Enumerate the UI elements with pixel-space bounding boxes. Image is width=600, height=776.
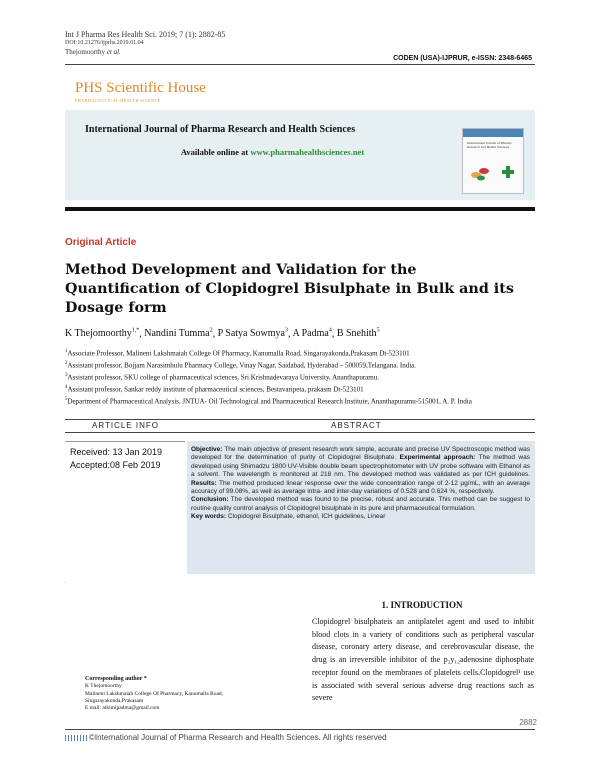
running-author (65, 48, 225, 57)
affiliation: $^2$Assistant professor, Bojjam Narasimhulu Pharmacy College, Vinay Nagar, Saidabad, Hyderabad – 500059,Telangana. India. (65, 361, 417, 370)
author: K Thejomoorthy$^{1,*}$ (65, 328, 140, 340)
cover-header-strip (463, 129, 523, 137)
article-dates (70, 446, 162, 472)
conclusion-label: Conclusion: (191, 496, 229, 504)
pills-icon (469, 163, 493, 183)
running-author-name: Thejomoorthy (65, 48, 106, 56)
results-label: Results: (191, 479, 217, 487)
publisher-name: PHS Scientific House (75, 80, 206, 96)
author: Nandini Tumma$^2$ (144, 328, 213, 340)
running-author-etal: et al. (106, 48, 121, 56)
journal-cover-thumbnail (462, 128, 524, 194)
journal-logo-icon (65, 735, 87, 741)
doi[interactable]: DOI:10.21276/ijprhs.2019.01.04 (65, 40, 144, 46)
approach-text: The method was developed using Shimadzu 1800 UV-Visible double beam spectrophotometer with UV probe software with Ethanol as a solvent. The wavelength is monitored at 218 nm. The developed method was validated as per ICH guidelines. (191, 454, 530, 479)
received-date: Received: 13 Jan 2019 (70, 447, 163, 457)
banner-rule (65, 207, 535, 211)
accepted-date: Accepted:08 Feb 2019 (70, 460, 161, 470)
footer (65, 733, 535, 742)
corresponding-line: K Thejomoorthy (85, 683, 122, 690)
copyright-text: ©International Journal of Pharma Research and Health Sciences. All rights reserved (89, 733, 387, 742)
abstract-heading: ABSTRACT (331, 421, 382, 430)
section-rule (65, 419, 535, 420)
approach-label: Experimental approach: (399, 454, 476, 462)
author: B Snehith$^5$ (336, 328, 380, 340)
corresponding-email[interactable]: E mail: alkimipadma@gmail.com (85, 705, 160, 712)
article-info-heading: ARTICLE INFO (92, 421, 159, 430)
introduction-text: Clopidogrel bisulphateis an antiplatelet agent and used to inhibit blood clots in a variety of conditions such as peripheral vascular disease, coronary artery disease, and cerebrovascular disease, the drug is an irreversible inhibitor of the p₂y₁₂adenosine diphosphate receptor found on the membranes of platelets cells.Clopidogrel¹ use is associated with several serious adverse drug reactions such as severe (312, 617, 534, 703)
journal-title: International Journal of Pharma Research and Health Sciences (85, 124, 356, 135)
objective-text: The main objective of present research work simple, accurate and precise UV Spectroscopic method was developed for the determination of purity of Clopidogrel Bisulphate. (191, 446, 530, 462)
objective-label: Objective: (191, 446, 223, 453)
affiliation: $^4$Assistant professor, Sankar reddy institute of pharmaceutical sciences, Bestavaripeta, prakasm Dt-523101 (65, 385, 364, 394)
paper-title: Method Development and Validation for the Quantification of Clopidogrel Bisulphate in Bulk and its Dosage form (65, 262, 514, 316)
affiliation: $^5$Department of Pharmaceutical Analysis, JNTUA- Oil Technological and Pharmaceutical Research Institute, Ananthapuramu-515001, A. P. India (65, 397, 472, 406)
corresponding-author (85, 676, 223, 712)
affiliation: $^3$Assistant professor, SKU college of pharmaceutical sciences, Sri Krishnadevaraya University, Ananthapuramu. (65, 373, 379, 382)
publisher-sub: PHARMACEUTICAL HEALTH SCIENCE (75, 98, 161, 103)
running-header (65, 30, 225, 57)
header-rule (65, 64, 535, 65)
corresponding-line: Malineni Lakshmaiah College Of Pharmacy, Kanumalla Road, (85, 690, 224, 697)
cover-text: International Journal of Pharma Research and Health Sciences (467, 141, 512, 149)
article-type: Original Article (65, 237, 137, 248)
results-text: The method produced linear response over the wide concentration range of 2-12 µg/mL, with an average accuracy of 99.08%, as well as average intra- and inter-day variations of 0.528 and 0.624 %, respectively. (191, 479, 530, 496)
keywords-text: Clopidogrel Bisulphate, ethanol, ICH guidelines, Linear (226, 513, 386, 521)
available-online (85, 147, 460, 157)
corresponding-line: Singarayakonda,Prakasam (85, 697, 144, 704)
page-number: 2882 (519, 718, 537, 727)
journal-citation: Int J Pharma Res Health Sci. 2019; 7 (1): 2882-85 (65, 30, 226, 39)
keywords-label: Key words: (191, 513, 227, 521)
author: A Padma$^4$ (292, 328, 332, 340)
footer-rule (65, 729, 535, 730)
journal-url-link[interactable]: www.pharmahealthsciences.net (250, 147, 365, 157)
conclusion-text: The developed method was found to be precise, robust and accurate. This method can be suggest to routine quality control analysis of Clopidogrel bisulphate in its pure and pharmaceutical formulation. (191, 496, 530, 512)
author-list: K Thejomoorthy$^{1,*}$, Nandini Tumma$^2$, P Satya Sowmya$^3$, A Padma$^4$, B Snehith$^5$ (65, 328, 380, 340)
affiliation: $^1$Associate Professor, Malineni Lakshmaiah College Of Pharmacy, Kanumalla Road, Singarayakonda,Prakasam Dt-523101 (65, 349, 410, 358)
corresponding-label: Corresponding author * (85, 676, 147, 682)
section-rule (65, 432, 535, 433)
coden-issn: CODEN (USA)-IJPRUR, e-ISSN: 2348-6465 (393, 55, 532, 62)
available-online-label: Available online at (180, 147, 251, 157)
introduction-heading: 1. INTRODUCTION (381, 600, 463, 610)
author: P Satya Sowmya$^3$ (217, 328, 288, 340)
abstract-text (191, 446, 530, 522)
medical-cross-icon (501, 165, 515, 179)
stray-dot: . (65, 579, 67, 585)
